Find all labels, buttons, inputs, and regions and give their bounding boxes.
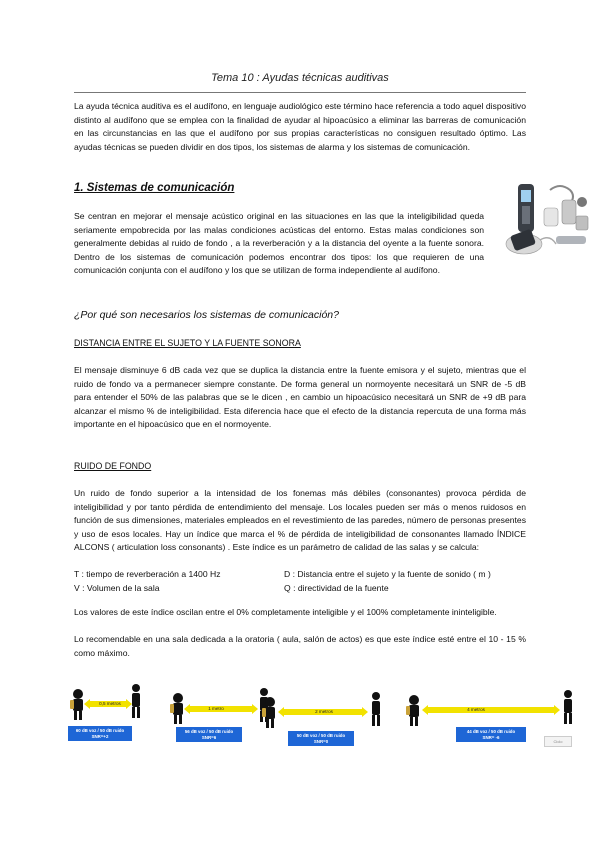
- speaker-figure-3: [372, 692, 380, 726]
- question-heading: ¿Por qué son necesarios los sistemas de comunicación?: [74, 309, 339, 321]
- noise-heading: RUIDO DE FONDO: [74, 461, 152, 471]
- variable-q: Q : directividad de la fuente: [284, 583, 389, 593]
- listener-figure-4: [406, 695, 419, 726]
- variables-row-1: [74, 569, 526, 579]
- device-image: [500, 178, 598, 260]
- intro-paragraph: La ayuda técnica auditiva es el audífono, en lenguaje audiológico este término hace referencia a todo aquel dispositivo distinto al audífono que se emplea con la finalidad de ayudar al hipoacúsico a eliminar las barreras de comunicación en las circunstancias en las que el audífono por sus propias características no consiguen resultado óptimo. Las ayudas técnicas se pueden dividir en dos tipos, los sistemas de alarma y los sistemas de comunicación.: [74, 101, 526, 152]
- speaker-figure-1: [132, 684, 140, 718]
- snr-tag-2-line1: 56 dB voz / 50 dB ruido: [184, 729, 234, 734]
- distance-paragraph: El mensaje disminuye 6 dB cada vez que se duplica la distancia entre la fuente emisora y el sujeto, mientras que el ruido de fondo va a permanecer siempre constante. De forma general un normoyente necesitará un SNR de -5 dB para entender el 50% de las palabras que se le dicen , en cambio un hipoacúsico necesitará un SNR de +9 dB para alcanzar el mismo % de inteligibilidad. Esta diferencia hace que el efecto de la distancia repercuta de una forma más importante en el hipoacúsico que en el normoyente.: [74, 365, 526, 430]
- page-header: Tema 10 : Ayudas técnicas auditivas: [211, 72, 389, 84]
- values-paragraph: Los valores de este índice oscilan entre el 0% completamente inteligible y el 100% completamente ininteligible.: [74, 607, 497, 617]
- recommend-paragraph: Lo recomendable en una sala dedicada a la oratoria ( aula, salón de actos) es que este índice esté entre el 10 - 15 % como máximo.: [74, 634, 526, 658]
- snr-tag-3-line2: SNR=0: [313, 738, 329, 744]
- speaker-figure-4: [564, 690, 572, 724]
- snr-tag-1-line1: 60 dB voz / 50 dB ruido: [75, 728, 125, 733]
- noise-paragraph: Un ruido de fondo superior a la intensidad de los fonemas más débiles (consonantes) provoca pérdida de inteligibilidad y por tanto pérdida de entendimiento del mensaje. Los locales pueden ser más o menos ruidosos en función de sus dimensiones, materiales empleados en el revestimiento de las paredes, número de personas presentes y uso de esos locales. Hay un índice que marca el % de pérdida de inteligibilidad de consonantes llamado ÍNDICE ALCONS ( articulation loss consonants) . Este índice es un parámetro de calidad de las salas y se calcula:: [74, 488, 526, 553]
- section1-paragraph: Se centran en mejorar el mensaje acústico original en las situaciones en las que la inteligibilidad queda seriamente empobrecida por las malas condiciones acústicas del entorno. Estas malas condiciones son generalmente debidas al ruido de fondo , a la reverberación y a la distancia del oyente a la fuente sonora. Dentro de los sistemas de comunicación podemos encontrar dos tipos: los que requieren de una comunicación conjunta con el audífono y los que se utilizan de forma independiente al audífono.: [74, 211, 484, 276]
- distance-label-4: 4 metros: [467, 707, 485, 712]
- snr-tag-4-line2: SNR= -6: [482, 734, 500, 740]
- snr-tag-3-line1: 50 dB voz / 50 dB ruido: [296, 733, 346, 738]
- variable-t: T : tiempo de reverberación a 1400 Hz: [74, 569, 221, 579]
- distance-heading: DISTANCIA ENTRE EL SUJETO Y LA FUENTE SONORA: [74, 338, 301, 348]
- variables-row-2: [74, 583, 526, 593]
- snr-tag-4-line1: 44 dB voz / 50 dB ruido: [466, 729, 516, 734]
- listener-figure-2: [170, 693, 183, 724]
- header-rule: [74, 92, 526, 93]
- diagram-cycle-button[interactable]: Ciclo: [544, 736, 572, 747]
- variable-d: D : Distancia entre el sujeto y la fuente de sonido ( m ): [284, 569, 491, 579]
- distance-label-3: 2 metros: [315, 709, 333, 714]
- snr-tag-2: [176, 727, 242, 742]
- snr-tag-4: [456, 727, 526, 742]
- section-title-communication: 1. Sistemas de comunicación: [74, 182, 235, 194]
- snr-tag-1-line2: SNR=+2: [91, 733, 109, 739]
- snr-tag-2-line2: SNR=6: [201, 734, 217, 740]
- distance-label-2: 1 metro: [208, 706, 224, 711]
- distance-label-1: 0,5 metros: [99, 701, 121, 706]
- snr-tag-3: [288, 731, 354, 746]
- listener-figure-1: [70, 689, 83, 720]
- snr-tag-1: [68, 726, 132, 741]
- variable-v: V : Volumen de la sala: [74, 583, 160, 593]
